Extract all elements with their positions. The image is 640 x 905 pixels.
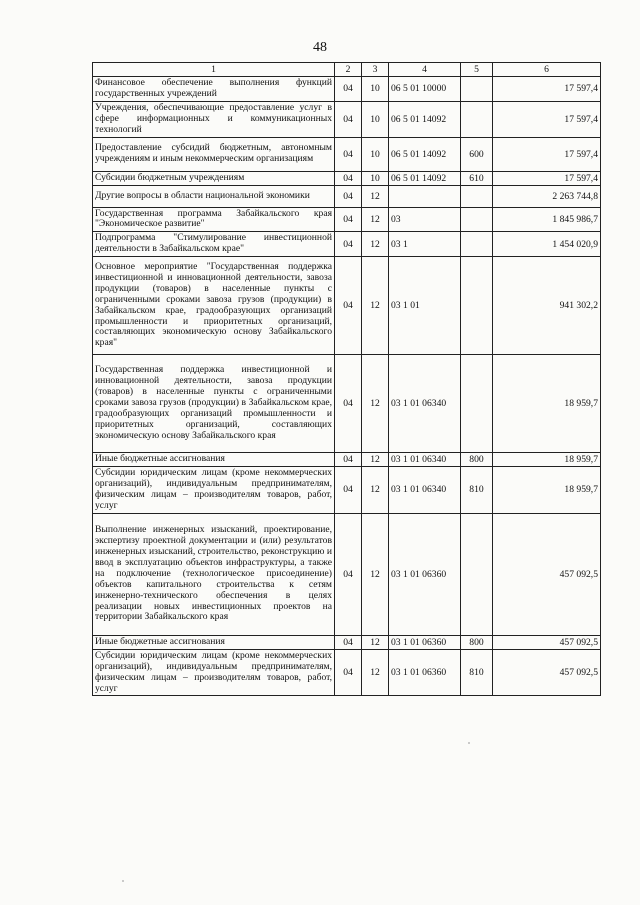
table-header-row bbox=[93, 63, 601, 77]
row-expense-type: 800 bbox=[461, 453, 493, 467]
row-subsection: 12 bbox=[362, 257, 389, 355]
row-expense-type bbox=[461, 232, 493, 257]
row-section: 04 bbox=[335, 77, 362, 102]
row-name: Субсидии юридическим лицам (кроме некоммерческих организаций), индивидуальным предпринимателям, физическим лицам – производителям товаров, работ, услуг bbox=[93, 467, 335, 514]
row-subsection: 12 bbox=[362, 453, 389, 467]
row-subsection: 12 bbox=[362, 185, 389, 207]
row-amount: 941 302,2 bbox=[493, 257, 601, 355]
row-amount: 17 597,4 bbox=[493, 101, 601, 137]
table-row bbox=[93, 467, 601, 514]
table-row bbox=[93, 649, 601, 696]
row-section: 04 bbox=[335, 185, 362, 207]
row-name: Предоставление субсидий бюджетным, автономным учреждениям и иным некоммерческим организациям bbox=[93, 137, 335, 171]
row-name: Государственная программа Забайкальского края "Экономическое развитие" bbox=[93, 207, 335, 232]
row-subsection: 12 bbox=[362, 232, 389, 257]
row-subsection: 12 bbox=[362, 649, 389, 696]
row-target-code: 06 5 01 14092 bbox=[389, 171, 461, 185]
row-name: Субсидии бюджетным учреждениям bbox=[93, 171, 335, 185]
row-section: 04 bbox=[335, 453, 362, 467]
row-expense-type: 610 bbox=[461, 171, 493, 185]
row-section: 04 bbox=[335, 207, 362, 232]
table-row bbox=[93, 171, 601, 185]
row-name: Государственная поддержка инвестиционной и инновационной деятельности, завоза продукции (товаров) в населенные пункты с ограниченными сроками завоза грузов (продукции) в Забайкальском крае, градообразующих организаций промышленности и приоритетных организаций, составляющих экономическую основу Забайкальского края bbox=[93, 355, 335, 453]
row-target-code: 06 5 01 14092 bbox=[389, 101, 461, 137]
row-amount: 17 597,4 bbox=[493, 77, 601, 102]
row-section: 04 bbox=[335, 635, 362, 649]
budget-table bbox=[92, 62, 601, 696]
table-row bbox=[93, 257, 601, 355]
row-section: 04 bbox=[335, 513, 362, 635]
row-expense-type bbox=[461, 513, 493, 635]
row-name: Учреждения, обеспечивающие предоставление услуг в сфере информационных и коммуникационных технологий bbox=[93, 101, 335, 137]
row-expense-type: 600 bbox=[461, 137, 493, 171]
row-section: 04 bbox=[335, 355, 362, 453]
row-name: Другие вопросы в области национальной экономики bbox=[93, 185, 335, 207]
row-target-code: 03 1 01 06340 bbox=[389, 453, 461, 467]
row-amount: 17 597,4 bbox=[493, 137, 601, 171]
header-col-5: 5 bbox=[461, 63, 493, 77]
row-target-code: 06 5 01 10000 bbox=[389, 77, 461, 102]
row-expense-type bbox=[461, 257, 493, 355]
row-expense-type: 800 bbox=[461, 635, 493, 649]
row-section: 04 bbox=[335, 257, 362, 355]
row-target-code: 03 1 01 06360 bbox=[389, 635, 461, 649]
row-subsection: 12 bbox=[362, 355, 389, 453]
row-target-code: 03 1 01 06360 bbox=[389, 649, 461, 696]
row-expense-type bbox=[461, 101, 493, 137]
row-expense-type bbox=[461, 207, 493, 232]
row-name: Выполнение инженерных изысканий, проектирование, экспертизу проектной документации и (или) результатов инженерных изысканий, строительство, реконструкцию и ввод в эксплуатацию объектов инфраструктуры, а также на подключение (технологическое присоединение) объектов капитального строительства к сетям инженерно-технического обеспечения в целях реализации новых инвестиционных проектов на территории Забайкальского края bbox=[93, 513, 335, 635]
table-row bbox=[93, 232, 601, 257]
row-amount: 2 263 744,8 bbox=[493, 185, 601, 207]
row-name: Подпрограмма "Стимулирование инвестиционной деятельности в Забайкальском крае" bbox=[93, 232, 335, 257]
row-section: 04 bbox=[335, 232, 362, 257]
header-col-3: 3 bbox=[362, 63, 389, 77]
row-subsection: 10 bbox=[362, 137, 389, 171]
row-amount: 18 959,7 bbox=[493, 355, 601, 453]
row-target-code: 06 5 01 14092 bbox=[389, 137, 461, 171]
scan-speck bbox=[468, 742, 470, 744]
row-name: Финансовое обеспечение выполнения функций государственных учреждений bbox=[93, 77, 335, 102]
scan-speck bbox=[122, 880, 124, 882]
table-row bbox=[93, 453, 601, 467]
row-expense-type bbox=[461, 77, 493, 102]
page-number: 48 bbox=[313, 40, 327, 55]
row-expense-type: 810 bbox=[461, 649, 493, 696]
table-row bbox=[93, 635, 601, 649]
table-row bbox=[93, 185, 601, 207]
header-col-4: 4 bbox=[389, 63, 461, 77]
row-subsection: 12 bbox=[362, 207, 389, 232]
row-target-code: 03 1 01 06340 bbox=[389, 355, 461, 453]
row-name: Основное мероприятие "Государственная поддержка инвестиционной и инновационной деятельности, завоза продукции (товаров) в населенные пункты с ограниченными сроками завоза грузов (продукции) в Забайкальском крае, градообразующих организаций промышленности и приоритетных организаций, составляющих экономическую основу Забайкальского края" bbox=[93, 257, 335, 355]
row-subsection: 12 bbox=[362, 635, 389, 649]
row-amount: 457 092,5 bbox=[493, 635, 601, 649]
row-amount: 18 959,7 bbox=[493, 467, 601, 514]
row-section: 04 bbox=[335, 649, 362, 696]
row-amount: 457 092,5 bbox=[493, 513, 601, 635]
table-row bbox=[93, 101, 601, 137]
row-amount: 18 959,7 bbox=[493, 453, 601, 467]
table-row bbox=[93, 137, 601, 171]
header-col-6: 6 bbox=[493, 63, 601, 77]
table-row bbox=[93, 513, 601, 635]
row-subsection: 10 bbox=[362, 77, 389, 102]
header-col-2: 2 bbox=[335, 63, 362, 77]
row-expense-type: 810 bbox=[461, 467, 493, 514]
row-name: Субсидии юридическим лицам (кроме некоммерческих организаций), индивидуальным предпринимателям, физическим лицам – производителям товаров, работ, услуг bbox=[93, 649, 335, 696]
header-col-1: 1 bbox=[93, 63, 335, 77]
row-section: 04 bbox=[335, 137, 362, 171]
row-target-code: 03 1 01 bbox=[389, 257, 461, 355]
row-subsection: 10 bbox=[362, 101, 389, 137]
row-name: Иные бюджетные ассигнования bbox=[93, 453, 335, 467]
row-target-code: 03 bbox=[389, 207, 461, 232]
row-target-code: 03 1 01 06360 bbox=[389, 513, 461, 635]
row-target-code: 03 1 bbox=[389, 232, 461, 257]
row-expense-type bbox=[461, 355, 493, 453]
row-amount: 1 454 020,9 bbox=[493, 232, 601, 257]
row-subsection: 12 bbox=[362, 467, 389, 514]
row-section: 04 bbox=[335, 171, 362, 185]
row-amount: 457 092,5 bbox=[493, 649, 601, 696]
row-name: Иные бюджетные ассигнования bbox=[93, 635, 335, 649]
row-target-code bbox=[389, 185, 461, 207]
table-row bbox=[93, 77, 601, 102]
row-amount: 1 845 986,7 bbox=[493, 207, 601, 232]
table-row bbox=[93, 355, 601, 453]
row-amount: 17 597,4 bbox=[493, 171, 601, 185]
row-section: 04 bbox=[335, 101, 362, 137]
row-target-code: 03 1 01 06340 bbox=[389, 467, 461, 514]
row-expense-type bbox=[461, 185, 493, 207]
row-section: 04 bbox=[335, 467, 362, 514]
row-subsection: 12 bbox=[362, 513, 389, 635]
table-row bbox=[93, 207, 601, 232]
row-subsection: 10 bbox=[362, 171, 389, 185]
